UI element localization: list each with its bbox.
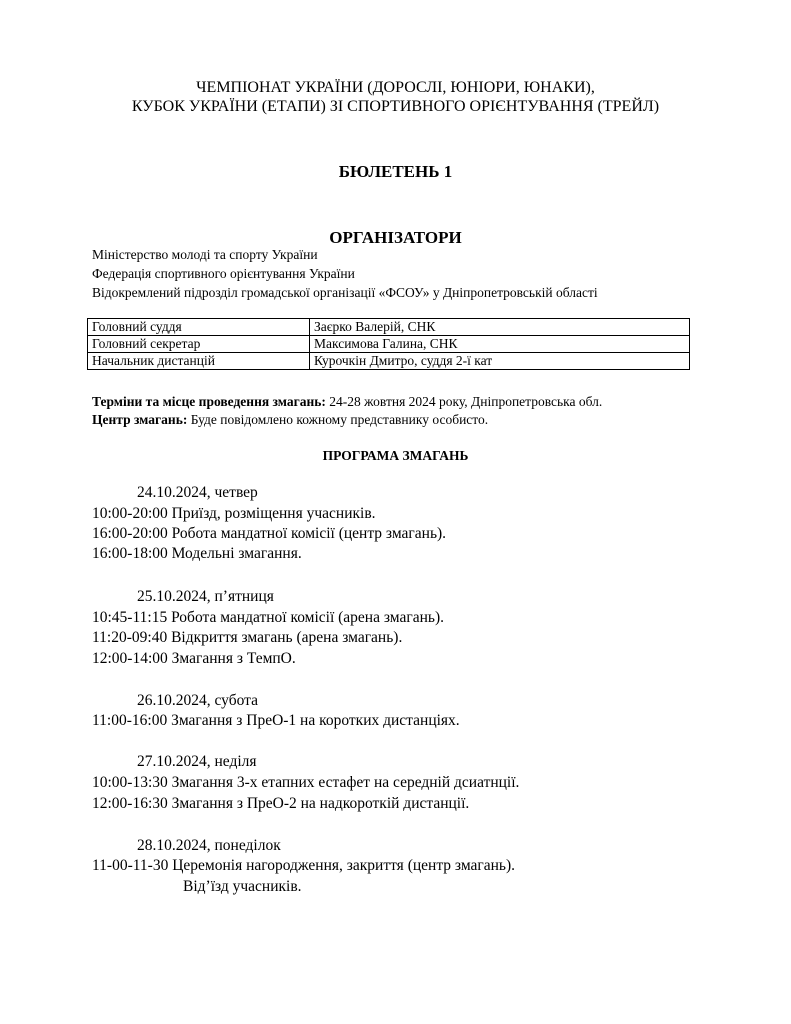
table-row	[88, 353, 690, 370]
organizer-line: Міністерство молоді та спорту України	[92, 247, 318, 262]
program-event: 10:00-20:00 Приїзд, розміщення учасників.	[92, 505, 376, 522]
program-event: 11:20-09:40 Відкриття змагань (арена змагань).	[92, 629, 403, 646]
dates-value: 24-28 жовтня 2024 року, Дніпропетровська обл.	[325, 394, 603, 409]
program-event: 12:00-16:30 Змагання з ПреО-2 на надкороткій дистанції.	[92, 795, 470, 812]
organizers-heading: ОРГАНІЗАТОРИ	[329, 228, 462, 247]
official-role: Начальник дистанцій	[88, 353, 310, 370]
table-row	[88, 319, 690, 336]
program-day-date: 28.10.2024, понеділок	[137, 837, 281, 854]
bulletin-heading: БЮЛЕТЕНЬ 1	[338, 162, 453, 181]
program-day-date: 26.10.2024, субота	[137, 692, 258, 709]
official-role: Головний суддя	[88, 319, 310, 336]
program-event: 11-00-11-30 Церемонія нагородження, закриття (центр змагань).	[92, 857, 516, 874]
official-person: Максимова Галина, СНК	[310, 336, 690, 353]
program-day-date: 24.10.2024, четвер	[137, 484, 258, 501]
officials-table	[87, 318, 690, 370]
program-event: 16:00-18:00 Модельні змагання.	[92, 545, 302, 562]
official-person: Курочкін Дмитро, суддя 2-ї кат	[310, 353, 690, 370]
official-role: Головний секретар	[88, 336, 310, 353]
dates-and-place	[92, 393, 602, 411]
program-event: 10:45-11:15 Робота мандатної комісії (арена змагань).	[92, 609, 444, 626]
official-person: Заєрко Валерій, СНК	[310, 319, 690, 336]
program-event: 16:00-20:00 Робота мандатної комісії (центр змагань).	[92, 525, 447, 542]
center-label: Центр змагань:	[92, 412, 188, 427]
program-event-continuation: Від’їзд учасників.	[183, 878, 302, 895]
document-title-line-2: КУБОК УКРАЇНИ (ЕТАПИ) ЗІ СПОРТИВНОГО ОРІЄНТУВАННЯ (ТРЕЙЛ)	[131, 98, 660, 115]
program-event: 11:00-16:00 Змагання з ПреО-1 на коротких дистанціях.	[92, 712, 460, 729]
table-row	[88, 336, 690, 353]
organizer-line: Відокремлений підрозділ громадської організації «ФСОУ» у Дніпропетровській області	[92, 285, 598, 300]
program-heading: ПРОГРАМА ЗМАГАНЬ	[322, 448, 469, 463]
program-day-date: 27.10.2024, неділя	[137, 753, 257, 770]
program-event: 10:00-13:30 Змагання 3-х етапних естафет на середній дсиатнції.	[92, 774, 520, 791]
center-value: Буде повідомлено кожному представнику особисто.	[187, 412, 489, 427]
organizer-line: Федерація спортивного орієнтування України	[92, 266, 355, 281]
program-event: 12:00-14:00 Змагання з ТемпО.	[92, 650, 296, 667]
document-title-line-1: ЧЕМПІОНАТ УКРАЇНИ (ДОРОСЛІ, ЮНІОРИ, ЮНАКИ),	[196, 79, 595, 96]
program-day-date: 25.10.2024, п’ятниця	[137, 588, 274, 605]
competition-center	[92, 411, 488, 429]
dates-label: Терміни та місце проведення змагань:	[92, 394, 326, 409]
